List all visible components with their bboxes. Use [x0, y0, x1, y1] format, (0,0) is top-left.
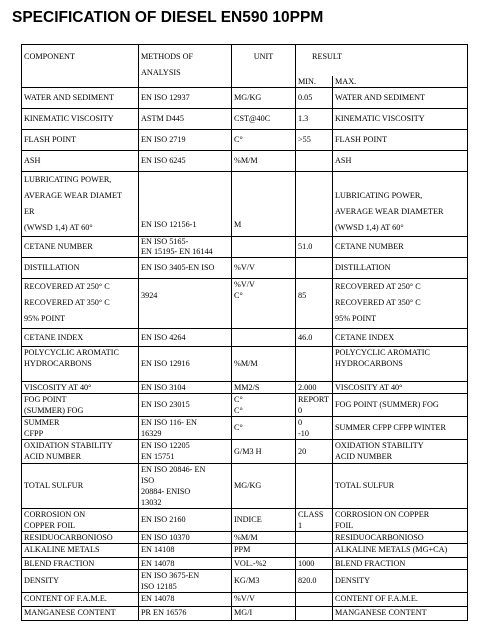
table-row — [22, 393, 468, 416]
cell-line: HYDROCARBONS — [335, 358, 403, 368]
cell-unit — [232, 87, 296, 108]
table-row — [22, 508, 468, 531]
cell-line: KINEMATIC VISCOSITY — [335, 114, 425, 123]
cell-line: CST@40C — [234, 114, 271, 123]
cell-line: M — [234, 219, 242, 229]
cell-unit — [232, 543, 296, 557]
cell-component — [22, 236, 139, 257]
cell-line: %M/M — [234, 156, 258, 165]
cell-component — [22, 87, 139, 108]
cell-unit — [232, 108, 296, 129]
cell-component — [22, 463, 139, 508]
cell-min — [296, 129, 333, 150]
cell-line: VISCOSITY AT 40° — [24, 382, 92, 392]
table-row — [22, 236, 468, 257]
cell-line: MANGANESE CONTENT — [335, 607, 427, 617]
header-method: METHODS OF ANALYSIS — [139, 45, 232, 88]
cell-min — [296, 508, 333, 531]
cell-line: PPM — [234, 544, 251, 554]
cell-line: EN ISO 3405-EN ISO — [141, 263, 215, 272]
cell-component — [22, 508, 139, 531]
cell-component — [22, 278, 139, 328]
cell-max — [333, 346, 468, 381]
cell-min — [296, 257, 333, 278]
cell-method — [139, 463, 232, 508]
cell-component — [22, 531, 139, 543]
cell-method — [139, 508, 232, 531]
cell-line: VOL.-%2 — [234, 558, 267, 568]
cell-line — [234, 241, 293, 252]
cell-line: RECOVERED AT 350° C — [335, 297, 421, 307]
cell-method — [139, 381, 232, 393]
cell-line: CORROSION ON — [24, 509, 86, 519]
cell-unit — [232, 278, 296, 328]
cell-line: 85 — [298, 290, 307, 300]
cell-line — [298, 544, 330, 555]
cell-line: FLASH POINT — [24, 135, 77, 144]
cell-line: EN ISO 2160 — [141, 515, 186, 524]
table-row — [22, 87, 468, 108]
cell-line: KG/M3 — [234, 576, 260, 585]
cell-max — [333, 592, 468, 606]
cell-line — [298, 532, 330, 543]
cell-line: C° — [234, 423, 243, 432]
cell-line: EN ISO 2719 — [141, 135, 186, 144]
cell-max — [333, 381, 468, 393]
cell-method — [139, 439, 232, 463]
cell-line: FOIL — [335, 520, 354, 530]
cell-line: TOTAL SULFUR — [335, 481, 395, 490]
cell-line: EN 14078 — [141, 558, 175, 568]
cell-line: MANGANESE CONTENT — [24, 607, 116, 617]
cell-max — [333, 463, 468, 508]
cell-unit — [232, 171, 296, 236]
cell-line: EN 14108 — [141, 544, 175, 554]
table-row — [22, 531, 468, 543]
cell-unit — [232, 463, 296, 508]
cell-line: CETANE NUMBER — [335, 242, 404, 251]
cell-component — [22, 543, 139, 557]
table-row — [22, 592, 468, 606]
cell-line: CORROSION ON COPPER — [335, 509, 430, 519]
cell-min — [296, 108, 333, 129]
cell-line — [234, 193, 293, 214]
table-row — [22, 569, 468, 592]
cell-line — [234, 332, 293, 343]
cell-method — [139, 236, 232, 257]
cell-unit — [232, 346, 296, 381]
cell-max — [333, 569, 468, 592]
cell-line: 95% POINT — [335, 313, 377, 323]
cell-line: SUMMER — [24, 417, 60, 427]
cell-component — [22, 171, 139, 236]
cell-unit — [232, 569, 296, 592]
cell-line: HYDROCARBONS — [24, 358, 92, 368]
cell-line: 95% POINT — [24, 313, 66, 323]
cell-unit — [232, 381, 296, 393]
cell-max — [333, 393, 468, 416]
cell-line: ACID NUMBER — [24, 451, 82, 461]
cell-component — [22, 381, 139, 393]
cell-unit — [232, 439, 296, 463]
cell-max — [333, 531, 468, 543]
cell-line — [298, 155, 330, 166]
cell-component — [22, 346, 139, 381]
cell-line: EN ISO 3675-EN — [141, 570, 200, 580]
cell-min — [296, 381, 333, 393]
cell-line: ALKALINE METALS (MG+CA) — [335, 544, 448, 554]
cell-line: RECOVERED AT 350° C — [24, 297, 110, 307]
cell-line: CONTENT OF F.A.M.E. — [24, 593, 107, 603]
table-row — [22, 108, 468, 129]
header-result: RESULT — [296, 45, 468, 76]
cell-line: EN ISO 5165- — [141, 236, 189, 246]
cell-line — [335, 172, 465, 188]
cell-component — [22, 257, 139, 278]
cell-line: OXIDATION STABILITY — [24, 440, 113, 450]
cell-line: %V/V — [234, 593, 255, 603]
table-row — [22, 606, 468, 620]
cell-min — [296, 439, 333, 463]
cell-line: BLEND FRACTION — [24, 558, 95, 568]
cell-min — [296, 171, 333, 236]
cell-min — [296, 278, 333, 328]
cell-component — [22, 592, 139, 606]
cell-line: INDICE — [234, 515, 262, 524]
cell-line: 1.3 — [298, 114, 309, 123]
cell-line: RECOVERED AT 250° C — [24, 281, 110, 291]
cell-line: EN ISO 12156-1 — [141, 219, 197, 229]
cell-min — [296, 150, 333, 171]
cell-unit — [232, 393, 296, 416]
cell-method — [139, 129, 232, 150]
cell-line: VISCOSITY AT 40° — [335, 382, 403, 392]
cell-line: ISO 12185 — [141, 581, 177, 591]
cell-max — [333, 171, 468, 236]
cell-line: %V/V — [234, 263, 255, 272]
cell-line: DISTILLATION — [24, 263, 80, 272]
cell-line: 1000 — [298, 558, 315, 568]
cell-min — [296, 531, 333, 543]
cell-line: BLEND FRACTION — [335, 558, 406, 568]
table-row — [22, 557, 468, 569]
cell-line: 16329 — [141, 428, 162, 438]
cell-line — [234, 172, 293, 193]
cell-min — [296, 557, 333, 569]
cell-method — [139, 606, 232, 620]
cell-line: RESIDUOCARBONIOSO — [335, 532, 424, 542]
cell-line: 3924 — [141, 290, 158, 300]
cell-max — [333, 278, 468, 328]
cell-line: ASTM D445 — [141, 114, 184, 123]
cell-line: TOTAL SULFUR — [24, 481, 84, 490]
cell-line: EN ISO 12205 — [141, 440, 190, 450]
cell-line: C° — [234, 135, 243, 144]
cell-line: ISO — [141, 475, 155, 485]
cell-line: ER — [24, 206, 35, 216]
cell-line: AVERAGE WEAR DIAMET — [24, 190, 122, 200]
cell-line: CETANE INDEX — [335, 332, 395, 342]
cell-line: MM2/S — [234, 382, 260, 392]
cell-line: DENSITY — [24, 576, 60, 585]
cell-line: %M/M — [234, 359, 258, 368]
table-row — [22, 257, 468, 278]
cell-max — [333, 543, 468, 557]
table-row — [22, 328, 468, 346]
cell-max — [333, 557, 468, 569]
cell-line: FOG POINT — [24, 394, 67, 404]
cell-line — [298, 593, 330, 604]
cell-method — [139, 108, 232, 129]
cell-line: 0 — [298, 417, 303, 427]
cell-min — [296, 328, 333, 346]
cell-method — [139, 328, 232, 346]
cell-min — [296, 416, 333, 439]
cell-line: (SUMMER) FOG — [24, 405, 84, 415]
cell-component — [22, 328, 139, 346]
cell-method — [139, 278, 232, 328]
cell-line: REPORT — [298, 394, 329, 404]
cell-line: >55 — [298, 135, 311, 144]
cell-line: LUBRICATING POWER, — [335, 190, 423, 200]
cell-line: FOG POINT (SUMMER) FOG — [335, 400, 439, 409]
cell-method — [139, 346, 232, 381]
cell-unit — [232, 606, 296, 620]
cell-line: ASH — [24, 156, 41, 165]
cell-line — [298, 262, 330, 273]
cell-component — [22, 108, 139, 129]
cell-line: EN ISO 12916 — [141, 359, 190, 368]
cell-line: EN ISO 12937 — [141, 93, 190, 102]
cell-line: C° — [234, 394, 243, 404]
cell-line: EN ISO 4264 — [141, 332, 186, 342]
cell-line: RECOVERED AT 250° C — [335, 281, 421, 291]
cell-line: POLYCYCLIC AROMATIC — [24, 347, 119, 357]
cell-method — [139, 592, 232, 606]
cell-line: 46.0 — [298, 332, 313, 342]
cell-line — [298, 198, 330, 209]
cell-min — [296, 236, 333, 257]
cell-max — [333, 108, 468, 129]
cell-component — [22, 150, 139, 171]
cell-line: EN ISO 23015 — [141, 400, 190, 409]
cell-max — [333, 328, 468, 346]
table-row — [22, 416, 468, 439]
cell-line — [298, 279, 330, 290]
cell-component — [22, 416, 139, 439]
cell-line: %V/V — [234, 279, 255, 289]
cell-line — [141, 172, 229, 193]
cell-line: CETANE INDEX — [24, 332, 84, 342]
cell-line — [141, 193, 229, 214]
cell-component — [22, 606, 139, 620]
cell-line: CONTENT OF F.A.M.E. — [335, 593, 418, 603]
cell-component — [22, 129, 139, 150]
cell-unit — [232, 129, 296, 150]
cell-line: DENSITY — [335, 576, 371, 585]
cell-unit — [232, 531, 296, 543]
cell-method — [139, 393, 232, 416]
cell-line: ACID NUMBER — [335, 451, 393, 461]
cell-line: EN ISO 10370 — [141, 532, 190, 542]
cell-method — [139, 531, 232, 543]
cell-line: RESIDUOCARBONIOSO — [24, 532, 113, 542]
cell-line: LUBRICATING POWER, — [24, 174, 112, 184]
cell-line: 1 — [298, 520, 303, 530]
cell-line: C° — [234, 405, 243, 415]
cell-line: G/M3 H — [234, 446, 262, 456]
cell-min — [296, 543, 333, 557]
cell-line: EN ISO 116- EN — [141, 417, 197, 427]
cell-line — [298, 480, 330, 491]
table-row — [22, 150, 468, 171]
cell-method — [139, 569, 232, 592]
cell-line: EN ISO 6245 — [141, 156, 186, 165]
cell-method — [139, 543, 232, 557]
cell-line: C° — [234, 290, 243, 300]
cell-max — [333, 87, 468, 108]
cell-max — [333, 508, 468, 531]
cell-unit — [232, 257, 296, 278]
cell-unit — [232, 328, 296, 346]
header-max: MAX. — [333, 76, 468, 88]
cell-component — [22, 557, 139, 569]
cell-line: 20 — [298, 446, 307, 456]
cell-line: 2.000 — [298, 382, 317, 392]
cell-method — [139, 416, 232, 439]
header-row — [22, 45, 468, 76]
cell-unit — [232, 150, 296, 171]
cell-line: CETANE NUMBER — [24, 242, 93, 251]
cell-max — [333, 236, 468, 257]
cell-unit — [232, 416, 296, 439]
cell-method — [139, 557, 232, 569]
cell-method — [139, 87, 232, 108]
cell-method — [139, 171, 232, 236]
cell-line: AVERAGE WEAR DIAMETER — [335, 206, 444, 216]
cell-line: -10 — [298, 428, 309, 438]
cell-line: WATER AND SEDIMENT — [335, 93, 426, 102]
cell-line: 20884- ENISO — [141, 486, 191, 496]
table-row — [22, 463, 468, 508]
cell-line: MG/KG — [234, 93, 262, 102]
cell-line: %M/M — [234, 532, 258, 542]
cell-line: SUMMER CFPP CFPP WINTER — [335, 423, 446, 432]
cell-unit — [232, 592, 296, 606]
cell-line: (WWSD 1,4) AT 60° — [24, 222, 93, 232]
cell-unit — [232, 236, 296, 257]
cell-line: EN ISO 20846- EN — [141, 464, 206, 474]
cell-line: 820.0 — [298, 576, 317, 585]
page-title: SPECIFICATION OF DIESEL EN590 10PPM — [12, 9, 324, 26]
specification-table — [21, 44, 468, 621]
cell-method — [139, 257, 232, 278]
table-row — [22, 381, 468, 393]
cell-max — [333, 416, 468, 439]
cell-unit — [232, 557, 296, 569]
header-component: COMPONENT — [22, 45, 139, 88]
cell-line: EN 15751 — [141, 451, 175, 461]
cell-line: POLYCYCLIC AROMATIC — [335, 347, 430, 357]
cell-min — [296, 463, 333, 508]
cell-line: ALKALINE METALS — [24, 544, 100, 554]
cell-line: CLASS — [298, 509, 324, 519]
cell-line: KINEMATIC VISCOSITY — [24, 114, 114, 123]
cell-line: DISTILLATION — [335, 263, 391, 272]
header-unit: UNIT — [232, 45, 296, 88]
table-row — [22, 543, 468, 557]
cell-line: FLASH POINT — [335, 135, 388, 144]
header-min: MIN. — [296, 76, 333, 88]
cell-line: ASH — [335, 156, 352, 165]
table-row — [22, 439, 468, 463]
cell-line — [298, 358, 330, 369]
cell-min — [296, 592, 333, 606]
cell-min — [296, 569, 333, 592]
table-row — [22, 278, 468, 328]
cell-max — [333, 150, 468, 171]
cell-line: PR EN 16576 — [141, 607, 187, 617]
cell-line: (WWSD 1,4) AT 60° — [335, 222, 404, 232]
cell-unit — [232, 508, 296, 531]
cell-min — [296, 393, 333, 416]
cell-max — [333, 439, 468, 463]
cell-line: COPPER FOIL — [24, 520, 76, 530]
cell-line: EN 15195- EN 16144 — [141, 246, 213, 256]
cell-line: OXIDATION STABILITY — [335, 440, 424, 450]
cell-max — [333, 257, 468, 278]
cell-component — [22, 569, 139, 592]
cell-min — [296, 87, 333, 108]
table-row — [22, 129, 468, 150]
cell-component — [22, 439, 139, 463]
cell-component — [22, 393, 139, 416]
cell-line: 13032 — [141, 497, 162, 507]
table-row — [22, 346, 468, 381]
cell-line: 51.0 — [298, 242, 313, 251]
cell-line: 0.05 — [298, 93, 313, 102]
cell-line: MG/I — [234, 607, 253, 617]
cell-max — [333, 129, 468, 150]
cell-max — [333, 606, 468, 620]
cell-line: WATER AND SEDIMENT — [24, 93, 115, 102]
cell-line: EN 14078 — [141, 593, 175, 603]
cell-line: EN ISO 3104 — [141, 382, 186, 392]
cell-line: 0 — [298, 405, 303, 415]
cell-method — [139, 150, 232, 171]
cell-line: MG/KG — [234, 481, 262, 490]
cell-line: CFPP — [24, 428, 44, 438]
cell-line — [298, 607, 330, 618]
cell-min — [296, 606, 333, 620]
table-row — [22, 171, 468, 236]
cell-min — [296, 346, 333, 381]
cell-line — [141, 279, 229, 290]
